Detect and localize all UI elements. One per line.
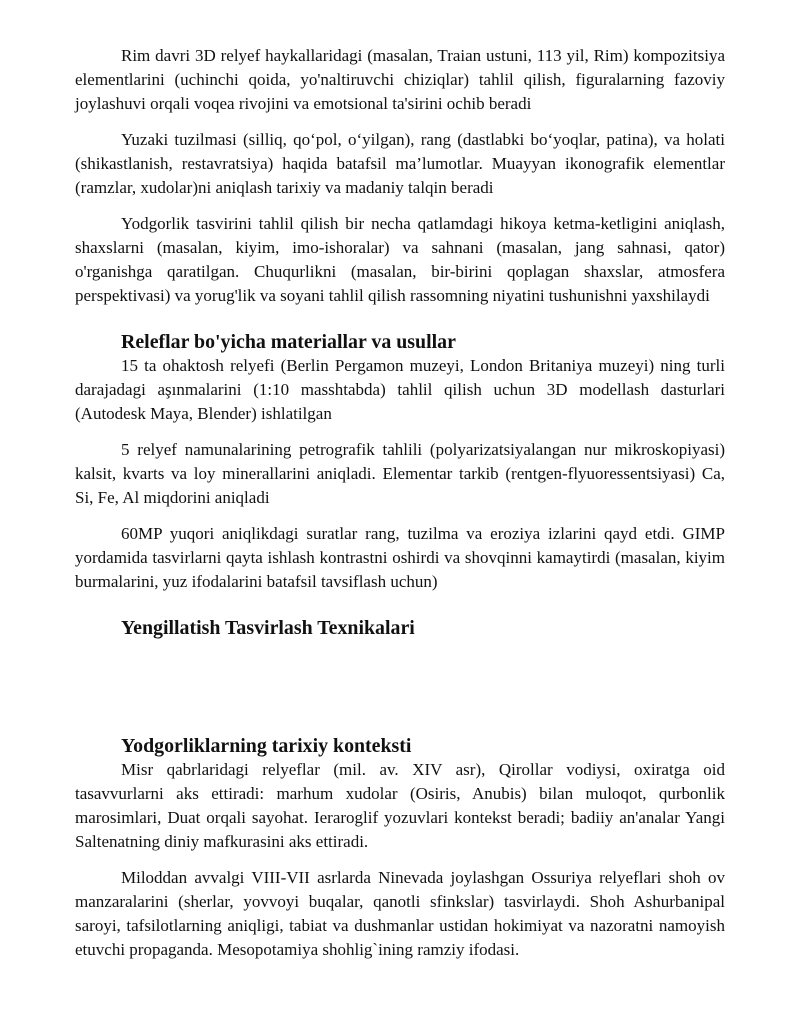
section-heading-imaging-techniques: Yengillatish Tasvirlash Texnikalari bbox=[121, 617, 415, 639]
paragraph-3d-modelling: 15 ta ohaktosh relyefi (Berlin Pergamon muzeyi, London Britaniya muzeyi) ning turli darajadagi aşınmalarini (1:10 masshtabda) tahlil qilish uchun 3D modellash dasturlari (Autodesk Maya, Blender) ishlatilgan bbox=[75, 356, 725, 423]
paragraph-surface-structure: Yuzaki tuzilmasi (silliq, qo‘pol, o‘yilgan), rang (dastlabki bo‘yoqlar, patina), va holati (shikastlanish, restavratsiya) haqida batafsil ma’lumotlar. Muayyan ikonografik elementlar (ramzlar, xudolar)ni aniqlash tarixiy va madaniy talqin beradi bbox=[75, 130, 725, 197]
empty-section-space bbox=[75, 640, 725, 734]
section-heading-materials-methods: Releflar bo'yicha materiallar va usullar bbox=[121, 331, 456, 353]
paragraph-monument-image-analysis: Yodgorlik tasvirini tahlil qilish bir necha qatlamdagi hikoya ketma-ketligini aniqlash, shaxslarni (masalan, kiyim, imo-ishoralar) va sahnani (masalan, jang sahnasi, qator) o'rganishga qaratilgan. Chuqurlikni (masalan, bir-birini qoplagan shaxslar, atmosfera perspektivasi) va yorug'lik va soyani tahlil qilish rassomning niyatini tushunishni yaxshilaydi bbox=[75, 214, 725, 305]
paragraph-assyrian-reliefs: Miloddan avvalgi VIII-VII asrlarda Ninevada joylashgan Ossuriya relyeflari shoh ov manzaralarini (sherlar, yovvoyi buqalar, qanotli sfinkslar) tasvirlaydi. Shoh Ashurbanipal saroyi, tafsilotlarning aniqligi, tabiat va dushmanlar ustidan hokimiyat va nazoratni namoyish etuvchi propaganda. Mesopotamiya shohlig`ining ramziy ifodasi. bbox=[75, 868, 725, 959]
paragraph-roman-relief-composition: Rim davri 3D relyef haykallaridagi (masalan, Traian ustuni, 113 yil, Rim) kompozitsiya elementlarini (uchinchi qoida, yo'naltiruvchi chiziqlar) tahlil qilish, figuralarning fazoviy joylashuvi orqali voqea rivojini va emotsional ta'sirini ochib beradi bbox=[75, 46, 725, 113]
paragraph-egyptian-reliefs: Misr qabrlaridagi relyeflar (mil. av. XIV asr), Qirollar vodiysi, oxiratga oid tasavvurlarni aks ettiradi: marhum xudolar (Osiris, Anubis) bilan muloqot, qurbonlik marosimlari, Duat orqali sayohat. Ieraroglif yozuvlari kontekst beradi; badiiy an'analar Yangi Saltenatning diniy mafkurasini aks ettiradi. bbox=[75, 760, 725, 851]
paragraph-petrographic-analysis: 5 relyef namunalarining petrografik tahlili (polyarizatsiyalangan nur mikroskopiyasi) kalsit, kvarts va loy minerallarini aniqladi. Elementar tarkib (rentgen-flyuoressentsiyasi) Ca, Si, Fe, Al miqdorini aniqladi bbox=[75, 440, 725, 507]
document-page bbox=[75, 44, 725, 974]
spacer bbox=[75, 320, 725, 330]
paragraph-high-resolution-photos: 60MP yuqori aniqlikdagi suratlar rang, tuzilma va eroziya izlarini qayd etdi. GIMP yordamida tasvirlarni qayta ishlash kontrastni oshirdi va shovqinni kamaytirdi (masalan, kiyim burmalarini, yuz ifodalarini batafsil tavsiflash uchun) bbox=[75, 524, 725, 591]
section-heading-historical-context: Yodgorliklarning tarixiy konteksti bbox=[121, 735, 412, 757]
spacer bbox=[75, 606, 725, 616]
